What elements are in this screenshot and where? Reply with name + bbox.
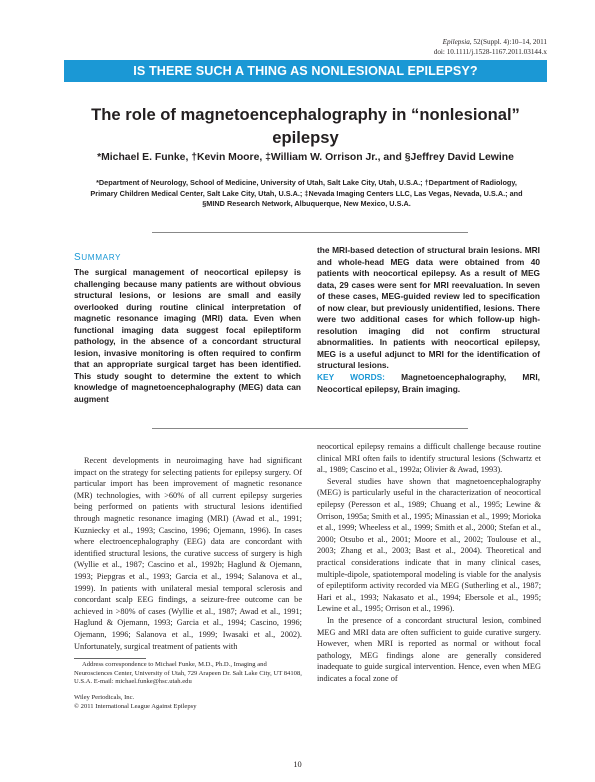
keywords-label: KEY WORDS: bbox=[317, 372, 385, 383]
page-number: 10 bbox=[293, 760, 302, 769]
publisher-info bbox=[74, 694, 302, 711]
publisher: Wiley Periodicals, Inc. bbox=[74, 694, 135, 701]
body-paragraph: In the presence of a concordant structural lesion, combined MEG and MRI data are often sufficient to guide curative surgery. However, when MRI is reported as normal or without focal pathology, MEG findings alone are generally considered inadequate to guide surgical intervention. Hence, even when MEG indicates a focal zone of bbox=[317, 615, 541, 683]
summary-heading-rest: UMMARY bbox=[81, 253, 122, 262]
abstract-column-1: The surgical management of neocortical epilepsy is challenging because many patients are without obvious structural lesions, or lesions are small and easily overlooked during routine clinical interpretation of magnetic resonance imaging (MRI) data. Even when functional imaging data suggest focal epileptiform pathology, in the absence of a concordant structural lesion, invasive monitoring is often required to confirm that an appropriate surgical target has been identified. This study sought to determine the extent to which knowledge of magnetoencephalography (MEG) data can augment bbox=[74, 267, 301, 405]
top-divider bbox=[152, 232, 468, 233]
journal-name: Epilepsia bbox=[442, 38, 470, 46]
affiliations: *Department of Neurology, School of Medicine, University of Utah, Salt Lake City, Utah, U.S.A.; †Department of Radiology, Primary Children Medical Center, Salt Lake City, Utah, U.S.A.; ‡Nevada Imaging Centers LLC, Las Vegas, Nevada, U.S.A.; and §MIND Research Network, Albuquerque, New Mexico, U.S.A. bbox=[90, 178, 523, 209]
body-paragraph: neocortical epilepsy remains a difficult challenge because routine clinical MRI often fails to identify structural lesions (Schwartz et al., 1989; Cascino et al., 1992a; Olivier & Awad, 1993). bbox=[317, 442, 541, 475]
article-authors: *Michael E. Funke, †Kevin Moore, ‡William W. Orrison Jr., and §Jeffrey David Lewine bbox=[97, 152, 514, 163]
body-column-1 bbox=[74, 455, 302, 652]
body-paragraph: Recent developments in neuroimaging have had significant impact on the strategy for selecting patients for epilepsy surgery. Of particular import has been improvement of magnetic resonance (MR) technologies, with >60% of all current epilepsy surgeries being performed on patients with structural lesions identified through magnetic resonance imaging (MRI) (Awad et al., 1991; Kuzniecky et al., 1993; Cascino, 1996; Ojemann, 1996). In cases where electroencephalography (EEG) data are concordant with identified structural lesions, the curative success of surgery is high (Wyllie et al., 1987; Cascino et al., 1992b; Haglund & Ojemann, 1993; Piepgras et al., 1993; Garcia et al., 1994; Salanova et al., 1999). In patients with unilateral mesial temporal sclerosis and concordant scalp EEG findings, a seizure-free outcome can be achieved in >80% of cases (Wyllie et al., 1987; Awad et al., 1991; Haglund & Ojemann, 1993; Garcia et al., 1994; Cascino, 1996; Ojemann, 1996; Salanova et al., 1999; Iwasaki et al., 2002). Unfortunately, surgical treatment of patients with bbox=[74, 456, 302, 651]
journal-header bbox=[287, 38, 547, 57]
summary-heading bbox=[74, 252, 121, 263]
copyright: © 2011 International League Against Epilepsy bbox=[74, 702, 197, 710]
journal-citation: , 52(Suppl. 4):10–14, 2011 bbox=[469, 38, 547, 46]
abstract-text: the MRI-based detection of structural brain lesions. MRI and whole-head MEG data were obtained from 40 patients with neocortical epilepsy. As a result of MEG data, 29 cases were sent for MRI reevaluation. In seven of these cases, MEG-guided review led to specification of now clear, but previously unidentified, lesions. There were two additional cases for which follow-up high-resolution imaging did not confirm structural abnormalities. In patients with neocortical epilepsy, MEG is a useful adjunct to MRI for the identification of structural lesions. bbox=[317, 245, 540, 371]
body-paragraph: Several studies have shown that magnetoencephalography (MEG) is particularly useful in the characterization of neocortical epilepsy (Peresson et al., 1989; Chuang et al., 1995; Lewine & Orrison, 1995a; Smith et al., 1995; Minassian et al., 1999; Morioka et al., 1999; Wheeless et al., 1999; Smith et al., 2000; Stefan et al., 2000; Otsubo et al., 2001; Moore et al., 2002; Toulouse et al., 2003; Zhang et al., 2003; Bast et al., 2004). Theoretical and practical considerations indicate that in many clinical cases, multiple-dipole, spatiotemporal modeling is viable for the analysis of epileptiform activity recorded via MEG (Sutherling et al., 1987; Hari et al., 1993; Nakasato et al., 1994; Ebersole et al., 1995; Lewine et al., 1995; Orrison et al., 1996). bbox=[317, 476, 541, 614]
abstract-column-2 bbox=[317, 245, 540, 395]
bottom-divider bbox=[152, 428, 468, 429]
keywords: Magnetoencephalography, MRI, Neocortical epilepsy, Brain imaging. bbox=[317, 372, 540, 394]
section-banner: IS THERE SUCH A THING AS NONLESIONAL EPILEPSY? bbox=[64, 60, 547, 82]
body-column-2 bbox=[317, 441, 541, 684]
correspondence-footnote: Address correspondence to Michael Funke, M.D., Ph.D., Imaging and Neurosciences Center, University of Utah, 729 Arapeen Dr. Salt Lake City, UT 84108, U.S.A. E-mail: michael.funke@hsc.utah.edu bbox=[74, 661, 302, 686]
doi: doi: 10.1111/j.1528-1167.2011.03144.x bbox=[433, 47, 547, 56]
article-title: The role of magnetoencephalography in “nonlesional” epilepsy bbox=[91, 105, 520, 147]
footnote-divider bbox=[74, 658, 146, 659]
summary-heading-initial: S bbox=[74, 252, 82, 263]
